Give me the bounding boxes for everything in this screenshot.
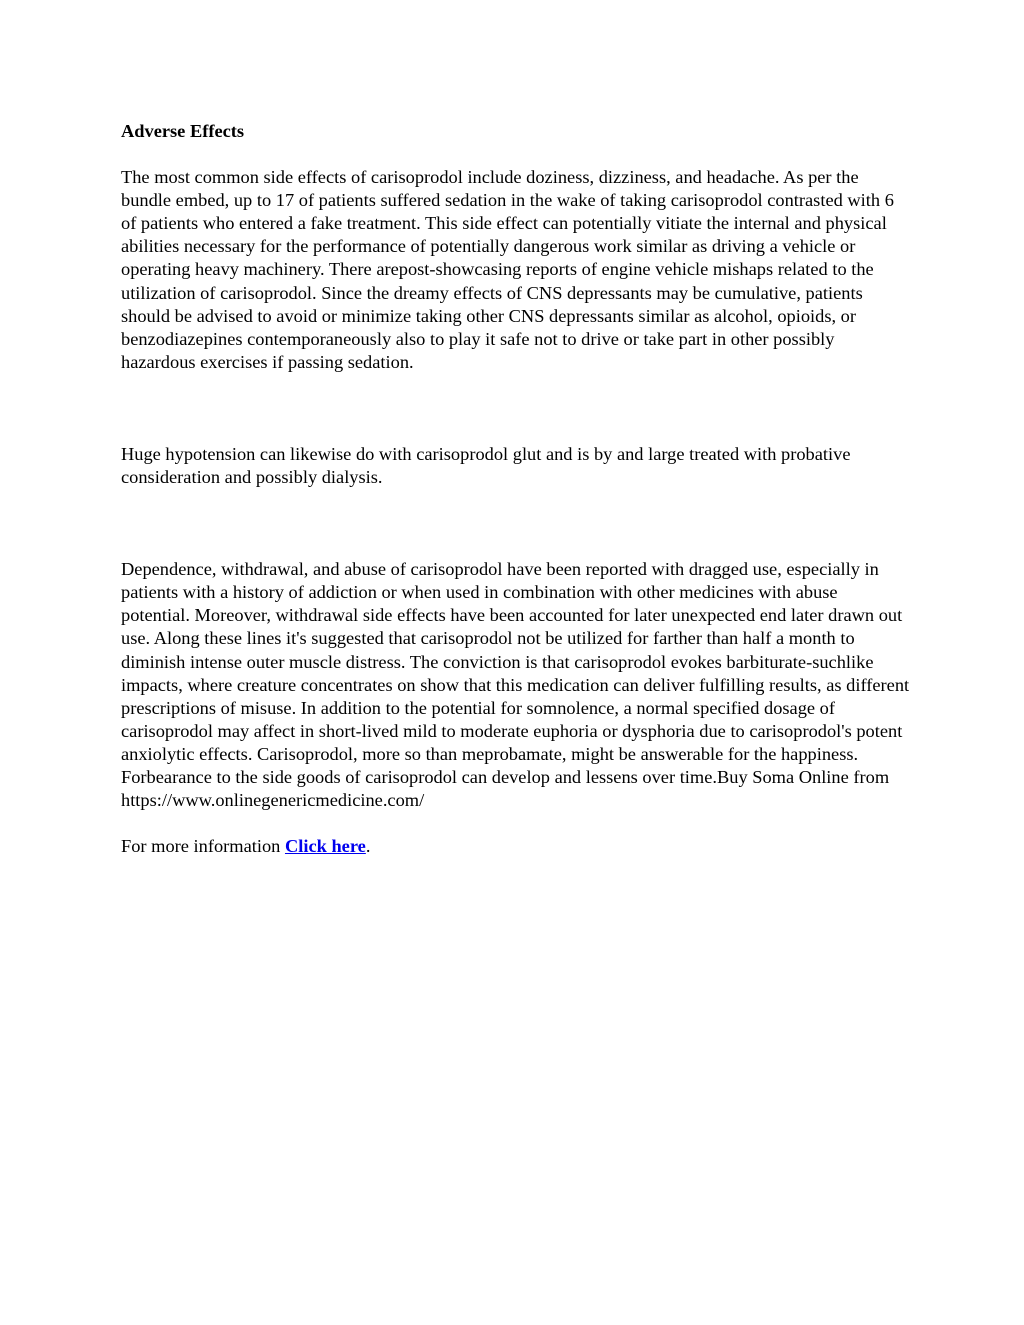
spacer xyxy=(121,374,911,443)
section-heading: Adverse Effects xyxy=(121,121,245,141)
more-info-line xyxy=(121,835,911,858)
paragraph-dependence: Dependence, withdrawal, and abuse of carisoprodol have been reported with dragged use, especially in patients with a history of addiction or when used in combination with other medicines with abuse potential. Moreover, withdrawal side effects have been accounted for later unexpected end later drawn out use. Along these lines it's suggested that carisoprodol not be utilized for farther than half a month to diminish intense outer muscle distress. The conviction is that carisoprodol evokes barbiturate-suchlike impacts, where creature concentrates on show that this medication can deliver fulfilling results, as different prescriptions of misuse. In addition to the potential for somnolence, a normal specified dosage of carisoprodol may affect in short-lived mild to moderate euphoria or dysphoria due to carisoprodol's potent anxiolytic effects. Carisoprodol, more so than meprobamate, might be answerable for the happiness. Forbearance to the side goods of carisoprodol can develop and lessens over time.Buy Soma Online from https://www.onlinegenericmedicine.com/ xyxy=(121,559,910,811)
spacer xyxy=(121,143,911,166)
spacer xyxy=(121,489,911,558)
spacer xyxy=(121,812,911,835)
click-here-link[interactable]: Click here xyxy=(284,836,366,857)
paragraph-side-effects: The most common side effects of carisoprodol include doziness, dizziness, and headache. As per the bundle embed, up to 17 of patients suffered sedation in the wake of taking carisoprodol contrasted with 6 of patients who entered a fake treatment. This side effect can potentially vitiate the internal and physical abilities necessary for the performance of potentially dangerous work similar as driving a vehicle or operating heavy machinery. There arepost-showcasing reports of engine vehicle mishaps related to the utilization of carisoprodol. Since the dreamy effects of CNS depressants may be cumulative, patients should be advised to avoid or minimize taking other CNS depressants similar as alcohol, opioids, or benzodiazepines contemporaneously also to play it safe not to drive or take part in other possibly hazardous exercises if passing sedation. xyxy=(121,167,894,372)
paragraph-hypotension: Huge hypotension can likewise do with carisoprodol glut and is by and large treated with probative consideration and possibly dialysis. xyxy=(121,443,851,488)
more-info-suffix: . xyxy=(365,836,371,857)
document-body xyxy=(121,120,911,858)
more-info-prefix: For more information xyxy=(121,836,285,857)
